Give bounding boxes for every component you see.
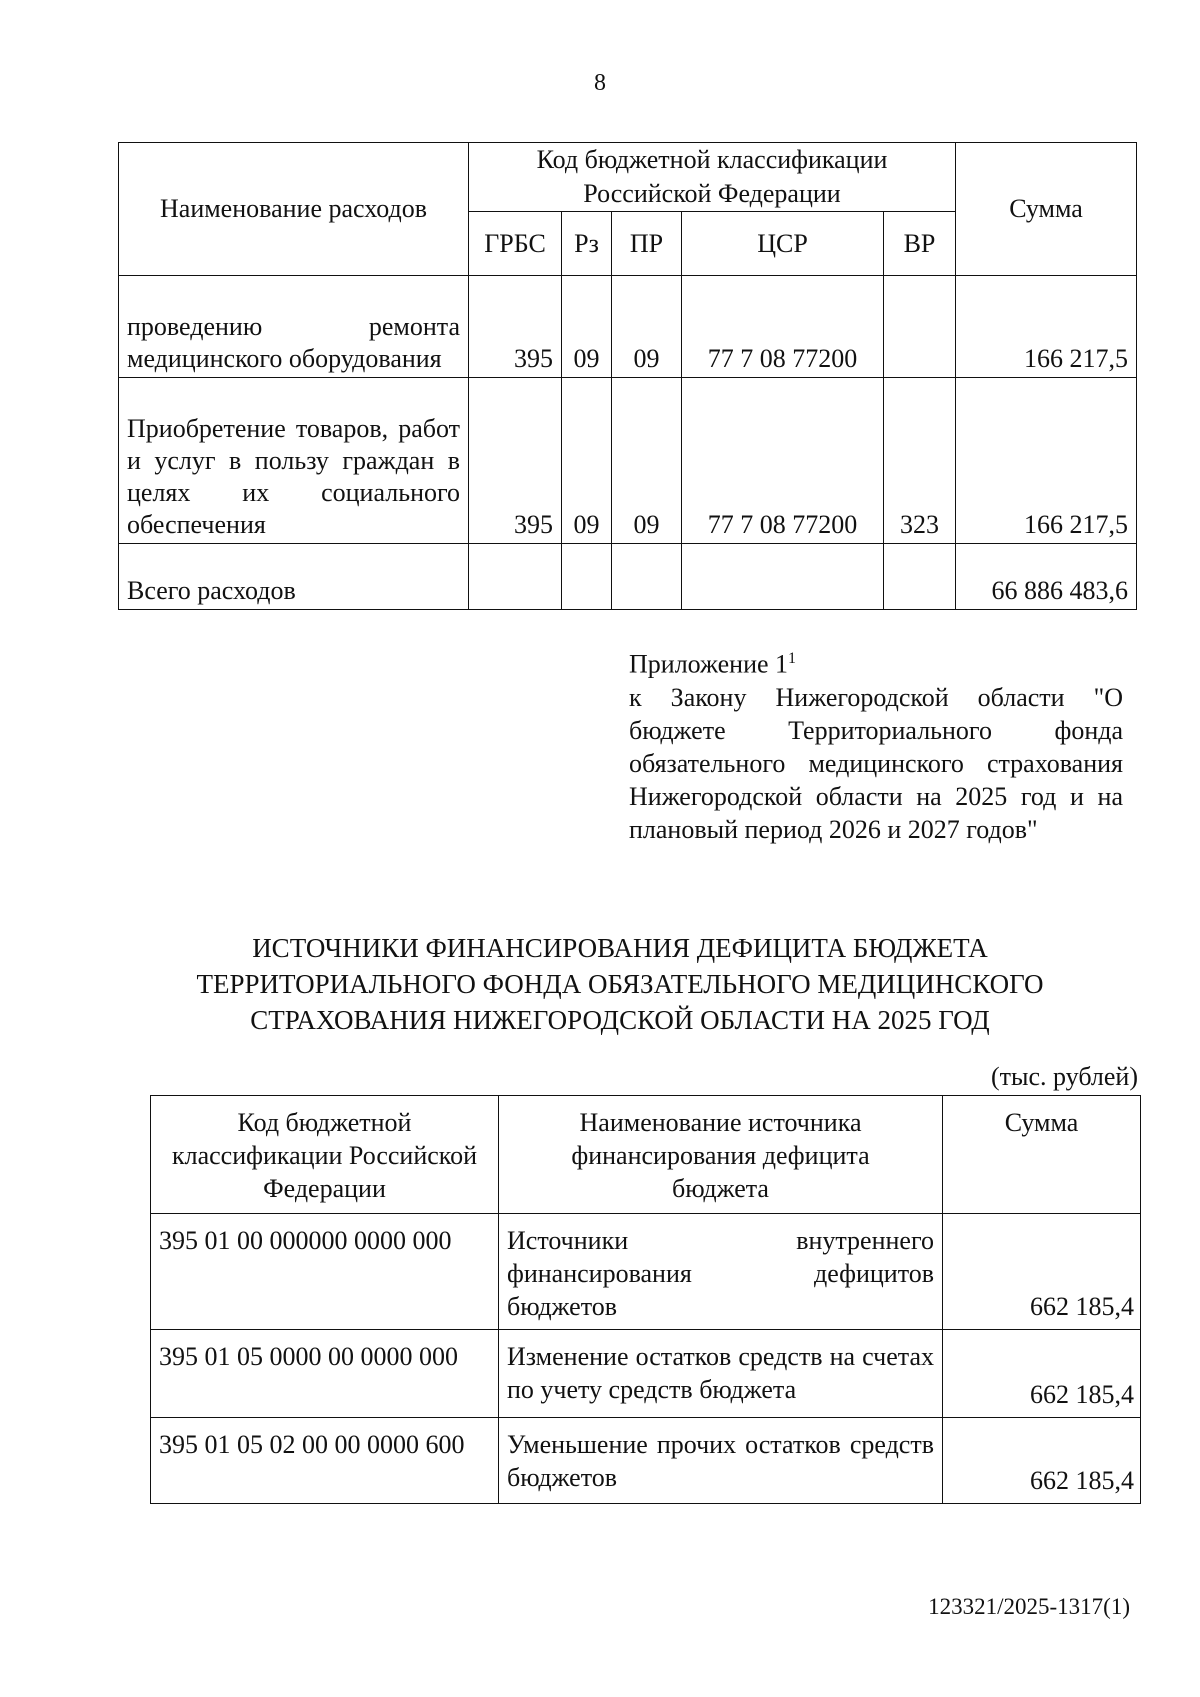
header-pr: ПР (612, 212, 682, 276)
expense-table (118, 142, 1137, 610)
header-code-group: Код бюджетной классификации Российской Федерации (469, 143, 956, 212)
table-row (151, 1214, 1141, 1330)
appendix-title: Приложение $1^1$ (629, 649, 797, 679)
header-code: Код бюджетной классификации Российской Федерации (151, 1096, 499, 1214)
row-source-sum: 662 185,4 (943, 1418, 1141, 1504)
sources-table (150, 1095, 1141, 1504)
header-vr: ВР (884, 212, 956, 276)
row-vr (884, 276, 956, 378)
header-grbs: ГРБС (469, 212, 562, 276)
row-vr: 323 (884, 378, 956, 544)
row-pr: 09 (612, 276, 682, 378)
row-pr: 09 (612, 378, 682, 544)
table-row (119, 378, 1137, 544)
total-label: Всего расходов (119, 544, 469, 610)
row-sum: 166 217,5 (956, 378, 1137, 544)
row-name: проведению ремонта медицинского оборудования (119, 276, 469, 378)
row-code: 395 01 05 0000 00 0000 000 (151, 1330, 499, 1418)
header-sum: Сумма (956, 143, 1137, 276)
row-csr: 77 7 08 77200 (682, 276, 884, 378)
row-rz: 09 (562, 276, 612, 378)
heading-line-3: СТРАХОВАНИЯ НИЖЕГОРОДСКОЙ ОБЛАСТИ НА 2025 ГОД (250, 1005, 990, 1035)
total-row (119, 544, 1137, 610)
appendix-block (629, 642, 1123, 846)
total-sum: 66 886 483,6 (956, 544, 1137, 610)
header-source-name: Наименование источника финансирования дефицита бюджета (499, 1096, 943, 1214)
page-number: 8 (594, 70, 606, 96)
heading-line-2: ТЕРРИТОРИАЛЬНОГО ФОНДА ОБЯЗАТЕЛЬНОГО МЕДИЦИНСКОГО (196, 969, 1044, 999)
row-rz: 09 (562, 378, 612, 544)
row-grbs: 395 (469, 276, 562, 378)
section-heading (120, 930, 1120, 1038)
row-sum: 166 217,5 (956, 276, 1137, 378)
table-row (151, 1418, 1141, 1504)
row-name: Приобретение товаров, работ и услуг в пользу граждан в целях их социального обеспечения (119, 378, 469, 544)
appendix-text: к Закону Нижегородской области "О бюджете Территориального фонда обязательного медицинского страхования Нижегородской области на 2025 год и на плановый период 2026 и 2027 годов" (629, 682, 1123, 844)
header-name: Наименование расходов (119, 143, 469, 276)
row-source-sum: 662 185,4 (943, 1214, 1141, 1330)
header-csr: ЦСР (682, 212, 884, 276)
row-grbs: 395 (469, 378, 562, 544)
heading-line-1: ИСТОЧНИКИ ФИНАНСИРОВАНИЯ ДЕФИЦИТА БЮДЖЕТА (252, 933, 988, 963)
row-source-name: Изменение остатков средств на счетах по учету средств бюджета (499, 1330, 943, 1418)
table-row (119, 276, 1137, 378)
row-source-name: Уменьшение прочих остатков средств бюджетов (499, 1418, 943, 1504)
table-row (151, 1330, 1141, 1418)
row-code: 395 01 05 02 00 00 0000 600 (151, 1418, 499, 1504)
header-source-sum: Сумма (943, 1096, 1141, 1214)
row-source-name: Источники внутреннего финансирования дефицитов бюджетов (499, 1214, 943, 1330)
units-label: (тыс. рублей) (990, 1062, 1138, 1091)
row-code: 395 01 00 000000 0000 000 (151, 1214, 499, 1330)
header-rz: Рз (562, 212, 612, 276)
document-id: 123321/2025-1317(1) (928, 1594, 1130, 1619)
appendix-superscript: 1 (788, 650, 797, 667)
row-source-sum: 662 185,4 (943, 1330, 1141, 1418)
row-csr: 77 7 08 77200 (682, 378, 884, 544)
